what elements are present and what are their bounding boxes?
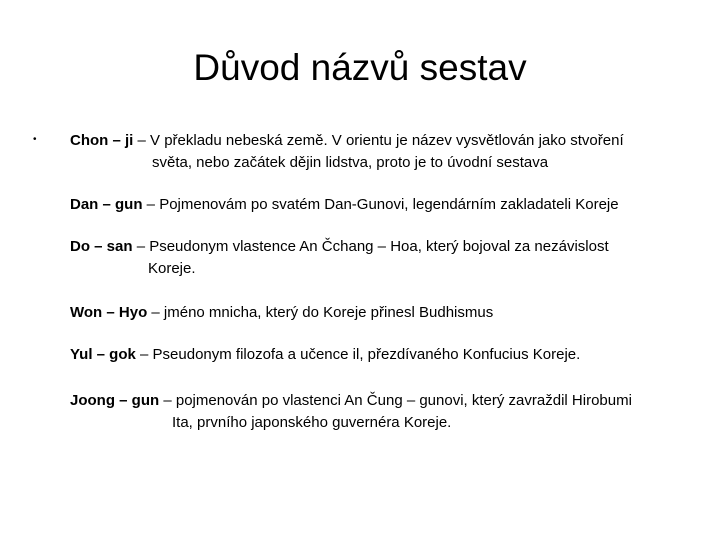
list-item-won-hyo: [70, 302, 493, 324]
item-text: – jméno mnicha, který do Koreje přinesl Budhismus: [147, 304, 494, 321]
item-text: – pojmenován po vlastenci An Čung – gunovi, který zavraždil Hirobumi: [159, 392, 632, 409]
item-term: Yul – gok: [70, 346, 136, 363]
list-item-joong-gun: [70, 390, 632, 434]
list-item-do-san: [70, 236, 609, 280]
item-text: – Pojmenovám po svatém Dan-Gunovi, legendárním zakladateli Koreje: [142, 196, 619, 213]
item-term: Won – Hyo: [70, 304, 148, 321]
bullet-dot: •: [33, 134, 37, 145]
list-item-yul-gok: [70, 344, 580, 366]
item-term: Do – san: [70, 238, 133, 255]
item-text-continued: Ita, prvního japonského guvernéra Koreje.: [172, 414, 452, 431]
list-item-chon-ji: [70, 130, 624, 174]
item-text: – V překladu nebeská země. V orientu je název vysvětlován jako stvoření: [133, 132, 624, 149]
item-text: – Pseudonym vlastence An Čchang – Hoa, který bojoval za nezávislost: [132, 238, 609, 255]
item-text: – Pseudonym filozofa a učence il, přezdívaného Konfucius Koreje.: [135, 346, 581, 363]
item-text-continued: Koreje.: [148, 260, 196, 277]
item-term: Dan – gun: [70, 196, 143, 213]
list-item-dan-gun: [70, 194, 619, 216]
item-text-continued: světa, nebo začátek dějin lidstva, proto je to úvodní sestava: [152, 154, 549, 171]
item-term: Chon – ji: [70, 132, 134, 149]
item-term: Joong – gun: [70, 392, 160, 409]
slide-title: Důvod názvů sestav: [193, 47, 527, 88]
